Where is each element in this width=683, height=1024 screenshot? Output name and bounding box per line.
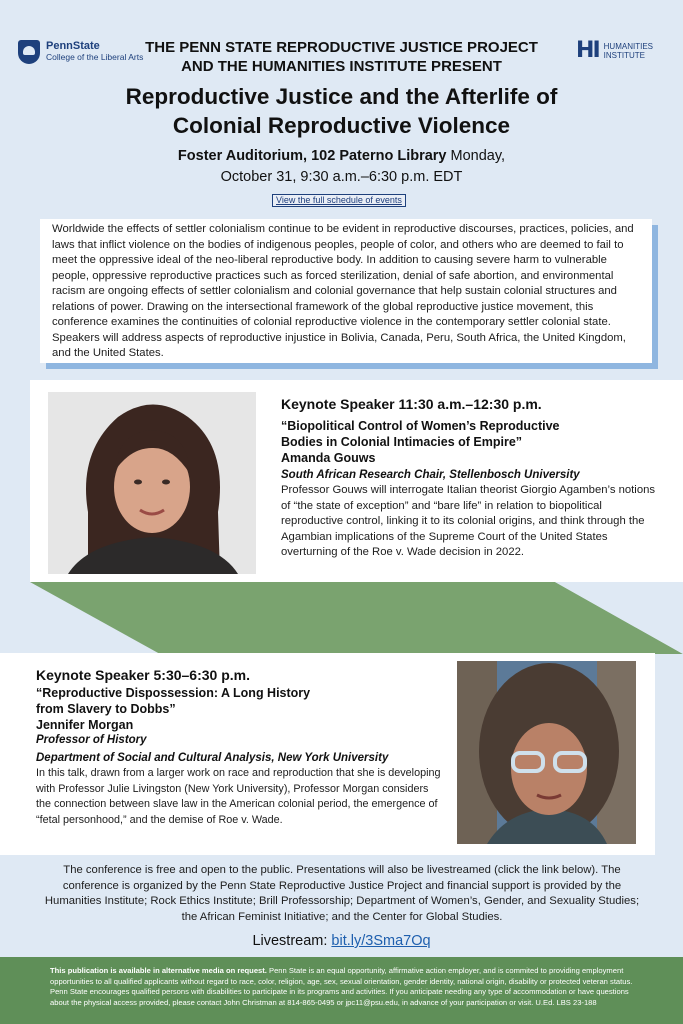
nittany-lion-shield-icon bbox=[18, 40, 40, 64]
hi-logo-line1: HUMANITIES bbox=[603, 42, 653, 51]
venue-name: Foster Auditorium, 102 Paterno Library bbox=[177, 148, 447, 164]
keynote2-affiliation1: Professor of History bbox=[36, 734, 147, 746]
keynote1-description: Professor Gouws will interrogate Italian theorist Giorgio Agamben’s notions of “the state of exception” and “bare life” in relation to biopolitical reproductive control, linking it to its colonial origins, and think through the Agambian implications of the Supreme Court of the United States overturning of the Roe v. Wade decision in 2022. bbox=[281, 484, 656, 558]
keynote2-title-line2: from Slavery to Dobbs” bbox=[36, 701, 176, 716]
legal-bold: This publication is available in alternative media on request. bbox=[50, 966, 267, 975]
keynote2-description: In this talk, drawn from a larger work on race and reproduction that she is developing with Professor Julie Livingston (New York University), Professor Morgan considers the connection between slave law in the American colonial period, the emergence of “fetal personhood,” and the demise of Roe v. Wade. bbox=[36, 767, 441, 826]
psu-logo-subtitle: College of the Liberal Arts bbox=[46, 52, 144, 62]
abstract-text: Worldwide the effects of settler colonialism continue to be evident in reproductive discourses, practices, policies, and laws that inflict violence on the bodies of indigenous peoples, people of color, and others who are deemed to fail to meet the oppressive ideal of the neo-liberal reproductive body. In addition to causing severe harm to vulnerable people, oppressive reproductive practices such as forced sterilization, denial of safe abortion, and environmental racism are ongoing effects of settler colonialism and colonial governance that help sustain colonial structures and relations of power. Drawing on the intersectional framework of the global reproductive justice movement, this conference examines the continuities of colonial reproductive violence in the contemporary settler colonial state. Speakers will address aspects of reproductive injustice in Bolivia, Canada, Peru, South Africa, the United Kingdom, and the United States. bbox=[40, 219, 652, 363]
amanda-gouws-photo bbox=[48, 392, 256, 574]
jennifer-morgan-photo bbox=[457, 661, 636, 844]
event-title-line1: Reproductive Justice and the Afterlife of bbox=[125, 84, 558, 109]
conference-info: The conference is free and open to the public. Presentations will also be livestreamed (click the link below). The conference is organized by the Penn State Reproductive Justice Project and financial support is provided by the Humanities Institute; Rock Ethics Institute; Brill Professorship; Department of Women’s, Gender, and Sexuality Studies; the African Feminist Initiative; and the Center for Global Studies. bbox=[44, 864, 640, 923]
presenters-heading bbox=[120, 38, 563, 76]
hi-logo-line2: INSTITUTE bbox=[603, 51, 645, 60]
presenters-line2: AND THE HUMANITIES INSTITUTE PRESENT bbox=[181, 58, 502, 75]
livestream-line bbox=[0, 931, 683, 951]
keynote2-heading: Keynote Speaker 5:30–6:30 p.m. bbox=[36, 667, 250, 683]
event-day: Monday, bbox=[446, 148, 506, 164]
keynote1-title-line2: Bodies in Colonial Intimacies of Empire” bbox=[281, 434, 523, 449]
keynote1-details bbox=[281, 394, 661, 561]
event-date-time: October 31, 9:30 a.m.–6:30 p.m. EDT bbox=[220, 169, 463, 185]
keynote2-affiliation2: Department of Social and Cultural Analysis, New York University bbox=[36, 752, 389, 764]
hi-logo-mark: HI bbox=[576, 38, 599, 63]
legal-footer bbox=[0, 957, 683, 1024]
schedule-link[interactable]: View the full schedule of events bbox=[272, 194, 406, 207]
keynote2-speaker-name: Jennifer Morgan bbox=[36, 718, 134, 732]
keynote1-heading: Keynote Speaker 11:30 a.m.–12:30 p.m. bbox=[281, 396, 542, 412]
presenters-line1: THE PENN STATE REPRODUCTIVE JUSTICE PROJECT bbox=[145, 39, 538, 56]
venue-date bbox=[100, 146, 583, 188]
green-divider-shape bbox=[0, 582, 683, 654]
humanities-institute-logo bbox=[576, 40, 653, 62]
keynote2-details bbox=[36, 665, 446, 828]
legal-text: Penn State is an equal opportunity, affirmative action employer, and is commited to providing employment opportunities to all qualified applicants without regard to race, color, religion, age, sex, sexual orientation, gender identity, national origin, disability or protected veteran status. Penn State encourages qualified persons with disabilities to participate in its programs and activities. If you anticipate needing any type of accommodation or have questions about the physical access provided, please contact John Christman at 814-865-0495 or jpc11@psu.edu, in advance of your participation or visit. U.Ed. LBS 23-188 bbox=[50, 966, 633, 1007]
event-title bbox=[60, 82, 623, 140]
psu-logo-name: PennState bbox=[46, 40, 100, 52]
event-title-line2: Colonial Reproductive Violence bbox=[172, 113, 511, 138]
livestream-label: Livestream: bbox=[252, 933, 332, 949]
abstract-card bbox=[40, 219, 656, 367]
keynote2-title-line1: “Reproductive Dispossession: A Long History bbox=[36, 686, 311, 700]
keynote1-title-line1: “Biopolitical Control of Women’s Reproductive bbox=[281, 419, 560, 433]
keynote1-affiliation: South African Research Chair, Stellenbosch University bbox=[281, 469, 580, 481]
livestream-link[interactable]: bit.ly/3Sma7Oq bbox=[331, 933, 431, 949]
keynote1-speaker-name: Amanda Gouws bbox=[281, 451, 376, 465]
